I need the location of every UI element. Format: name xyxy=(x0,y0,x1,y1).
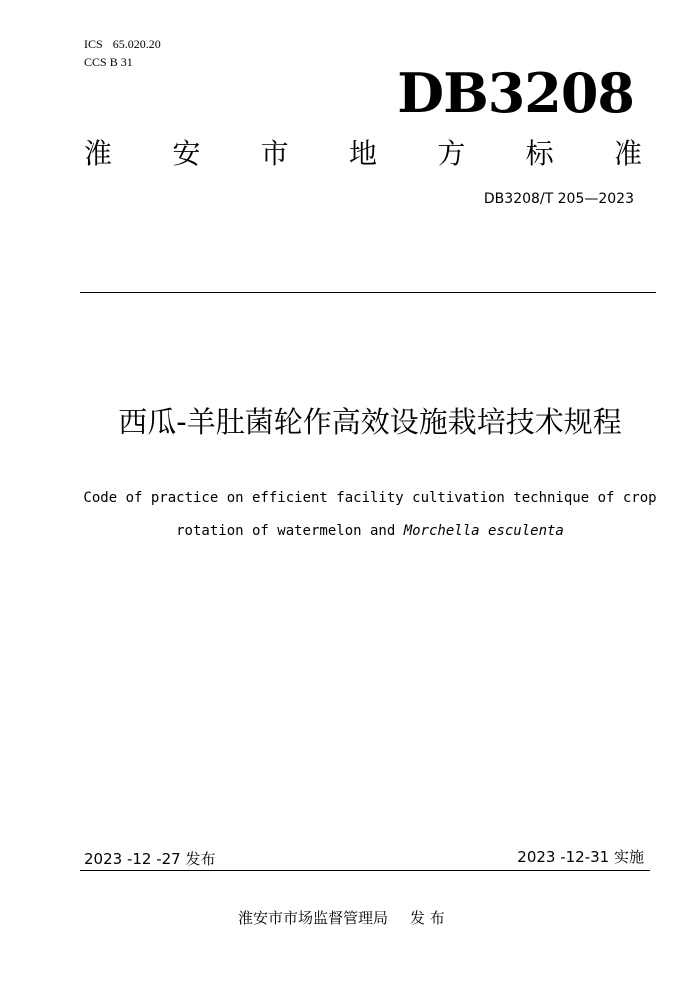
ccs-label: CCS xyxy=(84,55,107,69)
implementation-date: 2023 -12-31 实施 xyxy=(517,848,644,866)
ics-label: ICS xyxy=(84,37,103,51)
english-title-line-2 xyxy=(0,521,700,541)
issuer-name: 淮安市市场监督管理局 xyxy=(238,909,389,927)
issuer-line xyxy=(238,908,445,928)
standard-type-char: 准 xyxy=(613,137,642,170)
standard-type-char: 市 xyxy=(260,137,289,170)
standard-type-char: 安 xyxy=(172,137,201,170)
standard-type-char: 淮 xyxy=(84,137,113,170)
ccs-code: B 31 xyxy=(109,55,133,69)
issuer-action: 发 布 xyxy=(410,909,445,927)
species-name: Morchella esculenta xyxy=(403,523,564,539)
standard-type-char: 标 xyxy=(525,137,554,170)
ics-code: 65.020.20 xyxy=(112,37,161,51)
standard-type-heading xyxy=(84,136,642,172)
ics-classification xyxy=(84,37,161,51)
english-title-line-1: Code of practice on efficient facility cultivation technique of crop xyxy=(83,490,657,506)
issue-date: 2023 -12 -27 发布 xyxy=(84,850,216,868)
english-title-prefix: rotation of watermelon and xyxy=(176,523,404,539)
bottom-divider xyxy=(80,870,650,871)
chinese-title: 西瓜-羊肚菌轮作高效设施栽培技术规程 xyxy=(118,405,622,439)
standard-type-char: 方 xyxy=(437,137,466,170)
top-divider xyxy=(80,292,656,293)
standard-type-char: 地 xyxy=(348,137,377,170)
standard-number: DB3208/T 205—2023 xyxy=(483,191,634,207)
ccs-classification xyxy=(84,55,133,69)
db-logo: DB3208 xyxy=(397,61,634,125)
